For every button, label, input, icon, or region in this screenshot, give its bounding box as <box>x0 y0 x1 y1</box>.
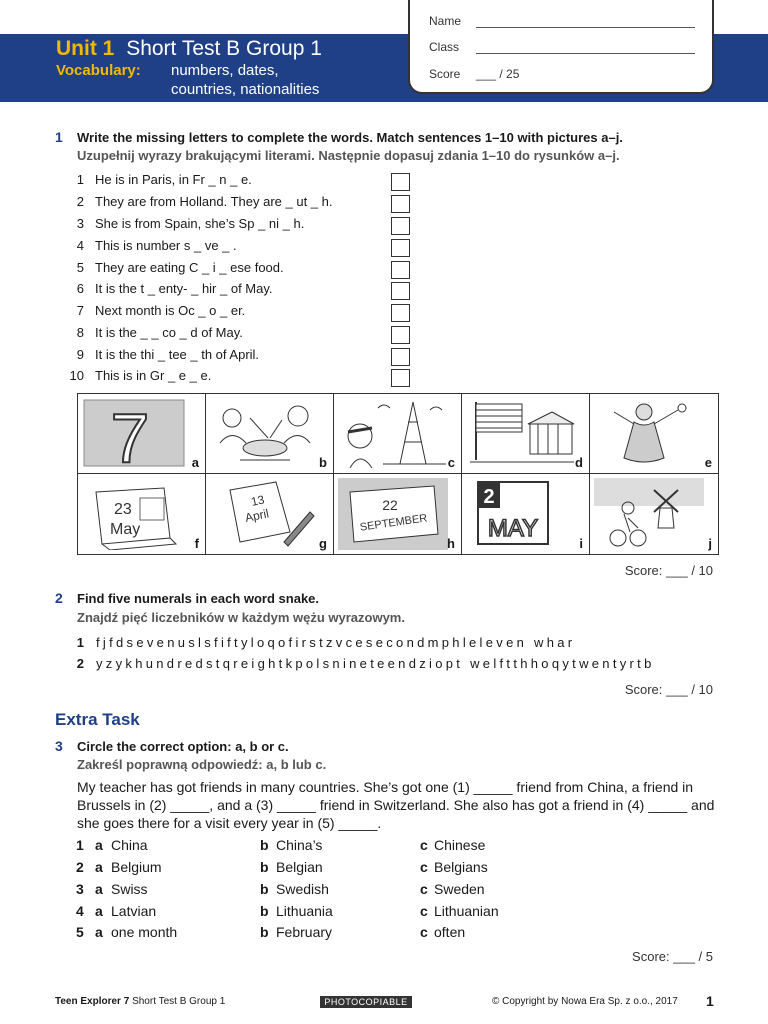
picture-d <box>462 394 590 474</box>
vocabulary-label: Vocabulary: <box>56 62 141 79</box>
answer-box[interactable] <box>391 282 410 300</box>
svg-text:13: 13 <box>249 492 266 509</box>
sentence-number: 6 <box>76 281 84 296</box>
picture-grid <box>77 393 719 555</box>
answer-box[interactable] <box>391 348 410 366</box>
option-number: 1 <box>76 837 84 853</box>
spanish-dancer-picture <box>594 398 704 468</box>
option-a[interactable]: Belgium <box>111 859 162 875</box>
word-snake-1 <box>60 635 575 650</box>
option-a-letter: a <box>95 903 103 919</box>
option-c[interactable]: often <box>434 924 466 940</box>
footer-book-title: Teen Explorer 7 <box>55 996 130 1007</box>
sentence-number: 9 <box>76 347 84 362</box>
answer-box[interactable] <box>391 195 410 213</box>
picture-letter: j <box>708 536 712 551</box>
sentence-row <box>60 347 420 368</box>
option-number: 5 <box>76 924 84 940</box>
picture-letter: f <box>194 536 199 551</box>
option-c-letter: c <box>420 837 428 853</box>
option-number: 3 <box>76 881 84 897</box>
option-c-letter: c <box>420 859 428 875</box>
svg-text:7: 7 <box>110 399 150 468</box>
answer-box[interactable] <box>391 304 410 322</box>
option-number: 4 <box>76 903 84 919</box>
question-2-instruction: Find five numerals in each word snake. <box>77 591 320 606</box>
option-c-letter: c <box>420 903 428 919</box>
answer-box[interactable] <box>391 239 410 257</box>
option-a-letter: a <box>95 924 103 940</box>
question-1-instruction-pl: Uzupełnij wyrazy brakującymi literami. Następnie dopasuj zdania 1–10 do rysunków a–j. <box>77 148 620 163</box>
sentence-text: They are from Holland. They are _ ut _ h. <box>95 194 333 209</box>
option-a[interactable]: one month <box>111 924 178 940</box>
option-a-letter: a <box>95 837 103 853</box>
sentence-text: They are eating C _ i _ ese food. <box>95 260 284 275</box>
option-b[interactable]: Swedish <box>276 881 329 897</box>
picture-letter: a <box>191 455 199 470</box>
picture-j <box>590 474 718 554</box>
picture-g <box>206 474 334 554</box>
question-3-number: 3 <box>55 738 63 754</box>
total-score-field[interactable]: ___ / 25 <box>476 67 520 81</box>
sentence-text: Next month is Oc _ o _ er. <box>95 303 246 318</box>
option-row <box>60 924 720 945</box>
chinese-food-picture <box>210 398 320 468</box>
option-row <box>60 881 720 902</box>
option-a-letter: a <box>95 859 103 875</box>
option-c[interactable]: Lithuanian <box>434 903 499 919</box>
vocabulary-topic-line1: numbers, dates, <box>171 62 279 79</box>
picture-letter: i <box>579 536 583 551</box>
option-a[interactable]: China <box>111 837 148 853</box>
svg-text:23: 23 <box>114 501 132 518</box>
word-snake-2 <box>60 656 655 671</box>
question-3-score: Score: ___ / 5 <box>632 949 713 964</box>
option-b[interactable]: Lithuania <box>276 903 333 919</box>
notebook-13-april-picture <box>210 478 320 550</box>
sentence-number: 2 <box>76 194 84 209</box>
picture-letter: h <box>447 536 455 551</box>
option-b-letter: b <box>260 881 269 897</box>
sentence-row <box>60 368 420 389</box>
answer-box[interactable] <box>391 217 410 235</box>
extra-task-heading: Extra Task <box>55 710 140 729</box>
option-c[interactable]: Chinese <box>434 837 486 853</box>
option-c[interactable]: Belgians <box>434 859 488 875</box>
sentence-text: It is the thi _ tee _ th of April. <box>95 347 260 362</box>
number-seven-picture <box>82 398 186 468</box>
answer-box[interactable] <box>391 369 410 387</box>
question-1-score: Score: ___ / 10 <box>624 563 713 578</box>
snake-text: fjfdsevenuslsfiftyloqofirstzvcesecondmphleleven whar <box>96 635 576 650</box>
question-1-number: 1 <box>55 129 63 145</box>
sentence-number: 3 <box>76 216 84 231</box>
calendar-23-may-picture <box>82 478 192 550</box>
sentence-row <box>60 194 420 215</box>
sentence-row <box>60 281 420 302</box>
question-3-instruction: Circle the correct option: a, b or c. <box>77 739 289 754</box>
option-c[interactable]: Sweden <box>434 881 485 897</box>
svg-text:SEPTEMBER: SEPTEMBER <box>359 512 429 534</box>
option-b-letter: b <box>260 903 269 919</box>
sentence-row <box>60 216 420 237</box>
sentence-row <box>60 260 420 281</box>
footer-copyright: © Copyright by Nowa Era Sp. z o.o., 2017 <box>492 996 678 1007</box>
question-2-number: 2 <box>55 590 63 606</box>
score-label: Score <box>429 67 461 81</box>
sentence-text: This is in Gr _ e _ e. <box>95 368 212 383</box>
dutch-windmill-cyclists-picture <box>594 478 704 550</box>
footer-test-name: Short Test B Group 1 <box>132 996 226 1007</box>
picture-i <box>462 474 590 554</box>
class-field[interactable] <box>476 53 695 54</box>
option-a-letter: a <box>95 881 103 897</box>
question-2-instruction-pl: Znajdź pięć liczebników w każdym wężu wyrazowym. <box>77 610 405 625</box>
option-c-letter: c <box>420 924 428 940</box>
picture-e <box>590 394 718 474</box>
test-name: Short Test B Group 1 <box>126 37 322 60</box>
sentence-number: 7 <box>76 303 84 318</box>
question-1-instruction: Write the missing letters to complete the words. Match sentences 1–10 with pictures a–j. <box>77 130 623 145</box>
picture-letter: g <box>319 536 327 551</box>
option-b-letter: b <box>260 859 269 875</box>
class-label: Class <box>429 40 460 54</box>
svg-text:April: April <box>243 506 271 525</box>
answer-box[interactable] <box>391 173 410 191</box>
picture-b <box>206 394 334 474</box>
picture-letter: c <box>447 455 455 470</box>
option-b[interactable]: Belgian <box>276 859 323 875</box>
footer-book <box>55 996 225 1007</box>
unit-label: Unit 1 <box>56 37 115 60</box>
picture-letter: b <box>319 455 327 470</box>
photocopiable-badge: PHOTOCOPIABLE <box>320 996 412 1008</box>
sentence-text: It is the _ _ co _ d of May. <box>95 325 243 340</box>
name-field[interactable] <box>476 27 695 28</box>
paris-eiffel-picture <box>338 398 448 468</box>
option-row <box>60 903 720 924</box>
picture-a <box>78 394 206 474</box>
answer-box[interactable] <box>391 326 410 344</box>
snake-text: yzykhundredstqreightkpolsnineteendziopt welftthhoqytwentyrtb <box>96 656 655 671</box>
option-row <box>60 837 720 858</box>
sentence-number: 5 <box>76 260 84 275</box>
sentence-row <box>60 303 420 324</box>
option-a[interactable]: Swiss <box>111 881 148 897</box>
sentence-number: 4 <box>76 238 84 253</box>
option-b-letter: b <box>260 924 269 940</box>
option-a[interactable]: Latvian <box>111 903 157 919</box>
svg-text:MAY: MAY <box>487 515 539 542</box>
question-3-paragraph: My teacher has got friends in many countries. She’s got one (1) _____ friend from China, a friend in Brussels in (2) _____, and a (3) _____ friend in Switzerland. She also has got a friend in (4) _____ and she goes there for a visit every year in (5) _____. <box>77 779 715 831</box>
sentence-number: 10 <box>69 368 84 383</box>
board-2-may-picture <box>466 478 576 550</box>
sentence-row <box>60 172 420 193</box>
test-title <box>56 37 322 61</box>
student-info-box <box>408 0 714 94</box>
question-3-instruction-pl: Zakreśl poprawną odpowiedź: a, b lub c. <box>77 757 327 772</box>
sentence-text: This is number s _ ve _ . <box>95 238 237 253</box>
sentence-number: 1 <box>76 172 84 187</box>
option-row <box>60 859 720 880</box>
sentence-row <box>60 238 420 259</box>
sentence-text: It is the t _ enty- _ hir _ of May. <box>95 281 273 296</box>
sentence-number: 8 <box>76 325 84 340</box>
option-c-letter: c <box>420 881 428 897</box>
sentence-row <box>60 325 420 346</box>
option-number: 2 <box>76 859 84 875</box>
snake-number: 1 <box>76 635 84 650</box>
picture-letter: e <box>704 455 712 470</box>
sentence-text: He is in Paris, in Fr _ n _ e. <box>95 172 252 187</box>
picture-h <box>334 474 462 554</box>
name-label: Name <box>429 14 462 28</box>
picture-letter: d <box>575 455 583 470</box>
svg-text:2: 2 <box>483 486 495 508</box>
svg-text:22: 22 <box>382 497 398 513</box>
sentence-text: She is from Spain, she’s Sp _ ni _ h. <box>95 216 305 231</box>
answer-box[interactable] <box>391 261 410 279</box>
option-b[interactable]: February <box>276 924 333 940</box>
svg-text:May: May <box>110 521 141 538</box>
question-2-score: Score: ___ / 10 <box>624 682 713 697</box>
greece-flag-temple-picture <box>466 398 576 468</box>
vocabulary-topic-line2: countries, nationalities <box>171 81 320 98</box>
page-number: 1 <box>706 993 714 1009</box>
picture-c <box>334 394 462 474</box>
option-b[interactable]: China’s <box>276 837 323 853</box>
sign-22-september-picture <box>338 478 448 550</box>
option-b-letter: b <box>260 837 269 853</box>
picture-f <box>78 474 206 554</box>
snake-number: 2 <box>76 656 84 671</box>
